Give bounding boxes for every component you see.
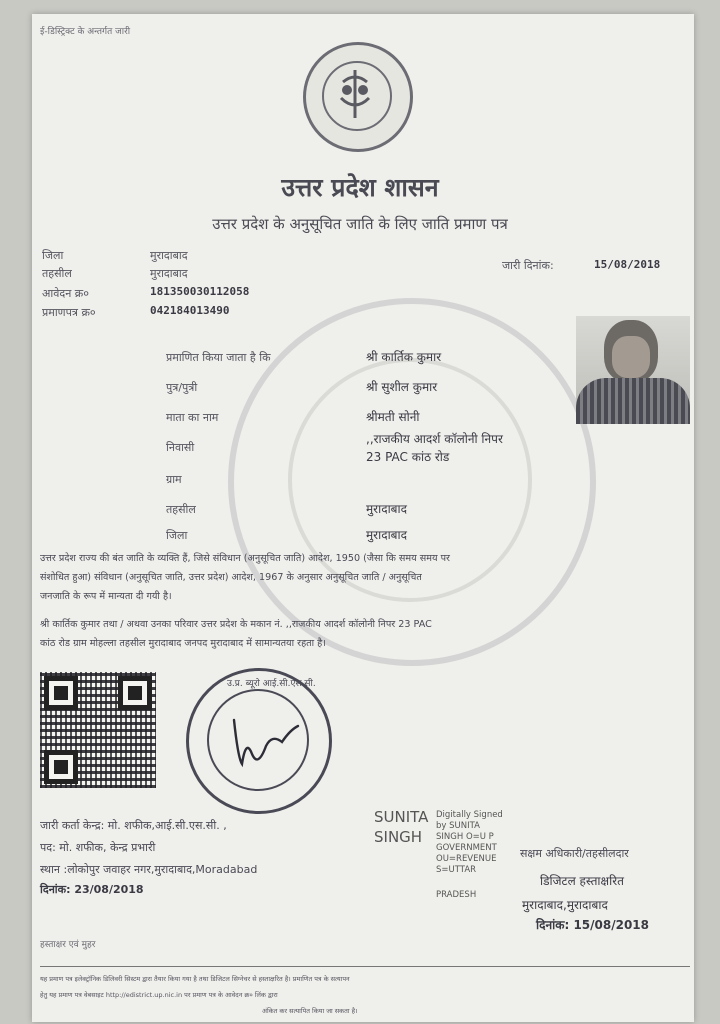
son-value: श्री सुशील कुमार <box>366 380 438 394</box>
resident-value-line2: 23 PAC कांठ रोड <box>366 450 450 464</box>
district-label: जिला <box>42 249 64 262</box>
field-district-value: मुरादाबाद <box>366 528 408 542</box>
tehsil-value: मुरादाबाद <box>150 267 188 280</box>
issuer-place: स्थान :लोकोपुर जवाहर नगर,मुरादाबाद,Moradabad <box>40 863 258 876</box>
para2-line1: श्री कार्तिक कुमार तथा / अथवा उनका परिवार उत्तर प्रदेश के मकान नं. ,,राजकीय आदर्श कॉलोनी निपर 23 PAC <box>40 619 432 630</box>
application-number: 181350030112058 <box>150 285 250 298</box>
authority-place: मुरादाबाद,मुरादाबाद <box>522 898 608 912</box>
sign-stamp-label: हस्ताक्षर एवं मुहर <box>40 940 96 950</box>
resident-value-line1: ,,राजकीय आदर्श कॉलोनी निपर <box>366 432 503 446</box>
signer-name-line1: SUNITA <box>374 808 429 826</box>
seal-text: उ.प्र. ब्यूरो आई.सी.एस.सी. <box>227 679 316 689</box>
tehsil-label: तहसील <box>42 267 72 280</box>
note-line3: अंकित कर सत्यापित किया जा सकता है। <box>262 1007 358 1015</box>
state-emblem <box>303 42 413 152</box>
issuer-center: जारी कर्ता केन्द्र: मो. शफीक,आई.सी.एस.सी. , <box>40 819 227 832</box>
page-title: उत्तर प्रदेश शासन <box>281 173 439 202</box>
page-subtitle: उत्तर प्रदेश के अनुसूचित जाति के लिए जाति प्रमाण पत्र <box>212 215 508 233</box>
district-value: मुरादाबाद <box>150 249 188 262</box>
issue-date: 15/08/2018 <box>594 258 661 271</box>
mother-label: माता का नाम <box>166 411 219 424</box>
son-label: पुत्र/पुत्री <box>166 381 198 394</box>
official-seal <box>186 668 332 814</box>
applicant-photo <box>576 316 690 424</box>
authority-title: सक्षम अधिकारी/तहसीलदार <box>520 847 629 860</box>
issuer-date: दिनांक: 23/08/2018 <box>40 883 144 896</box>
village-label: ग्राम <box>166 473 182 486</box>
digital-signature-block: Digitally Signed by SUNITA SINGH O=U P GOVERNMENT OU=REVENUE S=UTTAR PRADESH <box>436 810 503 900</box>
field-tehsil-value: मुरादाबाद <box>366 502 408 516</box>
issuer-post: पद: मो. शफीक, केन्द्र प्रभारी <box>40 841 156 854</box>
resident-label: निवासी <box>166 441 195 454</box>
field-district-label: जिला <box>166 529 188 542</box>
certify-label: प्रमाणित किया जाता है कि <box>166 351 271 364</box>
para2-line2: कांठ रोड ग्राम मोहल्ला तहसील मुरादाबाद जनपद मुरादाबाद में सामान्यतया रहता है। <box>40 638 326 649</box>
note-line1: यह प्रमाण पत्र इलेक्ट्रॉनिक डिलिवरी सिस्टम द्वारा तैयार किया गया है तथा डिजिटल सिग्नेचर से हस्ताक्षरित है। प्रमाणित पत्र के सत्यापन <box>40 975 350 983</box>
certificate-label: प्रमाणपत्र क्र० <box>42 306 96 319</box>
handwritten-signature-icon <box>186 668 326 808</box>
issue-date-label: जारी दिनांक: <box>502 259 554 272</box>
certify-value: श्री कार्तिक कुमार <box>366 350 442 364</box>
application-label: आवेदन क्र० <box>42 287 89 300</box>
verification-qr-code <box>40 672 156 788</box>
certificate-number: 042184013490 <box>150 304 230 317</box>
para1-line2: संशोधित हुआ) संविधान (अनुसूचित जाति, उत्तर प्रदेश) आदेश, 1967 के अनुसार अनुसूचित जाति / अनुसूचित <box>40 572 422 583</box>
emblem-icon <box>303 42 407 146</box>
top-corner-note: ई-डिस्ट्रिक्ट के अन्तर्गत जारी <box>40 27 131 37</box>
footer-divider <box>40 966 690 967</box>
mother-value: श्रीमती सोनी <box>366 410 420 424</box>
authority-date: दिनांक: 15/08/2018 <box>536 918 650 932</box>
field-tehsil-label: तहसील <box>166 503 196 516</box>
para1-line1: उत्तर प्रदेश राज्य की बंत जाति के व्यक्ति हैं, जिसे संविधान (अनुसूचित जाति) आदेश, 1950 (जैसा कि समय समय पर <box>40 553 450 564</box>
signer-name-line2: SINGH <box>374 828 423 846</box>
para1-line3: जनजाति के रूप में मान्यता दी गयी है। <box>40 591 172 602</box>
note-line2: हेतु यह प्रमाण पत्र वेबसाइट http://edistrict.up.nic.in पर प्रमाण पत्र के आवेदन क्र० लिंक द्वारा <box>40 991 278 999</box>
digital-signature-label: डिजिटल हस्ताक्षरित <box>540 874 624 888</box>
